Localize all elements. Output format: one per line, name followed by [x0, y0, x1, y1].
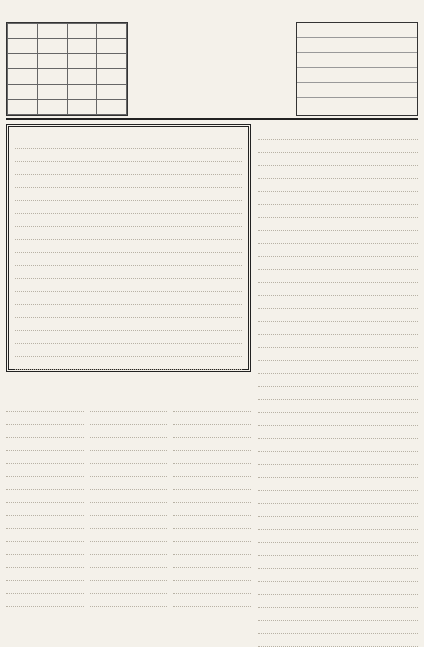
text-line [258, 390, 418, 400]
info-table-cell [8, 24, 38, 39]
text-line [6, 415, 84, 425]
text-line [15, 165, 242, 175]
text-line [258, 208, 418, 218]
text-line [15, 243, 242, 253]
info-table-cell [67, 84, 97, 99]
text-line [173, 402, 251, 412]
text-line [6, 584, 84, 594]
info-table-cell [97, 99, 127, 114]
text-line [173, 584, 251, 594]
info-table-cell [67, 99, 97, 114]
text-line [258, 429, 418, 439]
text-line [258, 260, 418, 270]
text-line [90, 454, 168, 464]
text-line [15, 321, 242, 331]
text-line [15, 178, 242, 188]
text-line [173, 558, 251, 568]
info-table-row [8, 39, 127, 54]
text-line [6, 402, 84, 412]
info-table-row [8, 84, 127, 99]
text-line [90, 584, 168, 594]
info-table-cell [37, 39, 67, 54]
text-line [173, 467, 251, 477]
text-line [90, 506, 168, 516]
text-line [15, 256, 242, 266]
info-table-cell [8, 84, 38, 99]
text-line [15, 152, 242, 162]
text-line [173, 493, 251, 503]
masthead-right-line [297, 68, 417, 83]
text-line [15, 269, 242, 279]
text-line [15, 191, 242, 201]
info-table-cell [97, 24, 127, 39]
text-line [258, 481, 418, 491]
text-line [15, 230, 242, 240]
bottom-article-headline [6, 378, 251, 396]
text-line [258, 364, 418, 374]
right-article-body [258, 130, 418, 647]
text-line [258, 156, 418, 166]
masthead-right-box [296, 22, 418, 116]
newspaper-page [6, 4, 418, 596]
text-line [173, 545, 251, 555]
bottom-article-col [6, 402, 84, 607]
text-line [15, 217, 242, 227]
text-line [6, 506, 84, 516]
text-line [90, 441, 168, 451]
info-table-cell [67, 24, 97, 39]
text-line [173, 532, 251, 542]
text-line [90, 597, 168, 607]
text-line [258, 494, 418, 504]
info-table [7, 23, 127, 115]
info-table-cell [8, 99, 38, 114]
text-line [258, 221, 418, 231]
text-line [90, 545, 168, 555]
text-line [173, 519, 251, 529]
info-table-cell [67, 39, 97, 54]
masthead-left-table [6, 22, 128, 116]
info-table-cell [37, 69, 67, 84]
text-line [258, 533, 418, 543]
text-line [6, 428, 84, 438]
text-line [173, 415, 251, 425]
text-line [258, 299, 418, 309]
text-line [258, 611, 418, 621]
text-line [258, 312, 418, 322]
text-line [173, 506, 251, 516]
text-line [90, 428, 168, 438]
text-line [15, 360, 242, 370]
text-line [258, 377, 418, 387]
text-line [90, 467, 168, 477]
text-line [258, 585, 418, 595]
text-line [15, 295, 242, 305]
text-line [15, 282, 242, 292]
text-line [6, 571, 84, 581]
text-line [90, 480, 168, 490]
masthead-right-line [297, 83, 417, 98]
info-table-cell [37, 84, 67, 99]
info-table-cell [97, 84, 127, 99]
info-table-row [8, 54, 127, 69]
boxed-speech [6, 124, 251, 372]
text-line [258, 143, 418, 153]
info-table-cell [37, 54, 67, 69]
text-line [258, 325, 418, 335]
info-table-cell [37, 99, 67, 114]
text-line [173, 441, 251, 451]
text-line [6, 545, 84, 555]
info-table-cell [8, 69, 38, 84]
text-line [173, 454, 251, 464]
masthead-right-line [297, 38, 417, 53]
top-line [66, 4, 356, 20]
text-line [258, 455, 418, 465]
bottom-article-columns [6, 402, 251, 594]
text-line [90, 493, 168, 503]
text-line [15, 334, 242, 344]
text-line [258, 234, 418, 244]
bottom-article-col [90, 402, 168, 607]
info-table-row [8, 99, 127, 114]
boxed-speech-body [15, 139, 242, 370]
text-line [6, 493, 84, 503]
text-line [6, 480, 84, 490]
text-line [6, 454, 84, 464]
divider-rule [6, 118, 418, 120]
text-line [90, 402, 168, 412]
text-line [258, 416, 418, 426]
info-table-cell [8, 39, 38, 54]
text-line [258, 351, 418, 361]
text-line [15, 347, 242, 357]
text-line [90, 558, 168, 568]
masthead [6, 22, 418, 114]
text-line [258, 273, 418, 283]
text-line [15, 204, 242, 214]
text-line [90, 415, 168, 425]
info-table-row [8, 69, 127, 84]
text-line [258, 182, 418, 192]
info-table-cell [97, 39, 127, 54]
text-line [258, 507, 418, 517]
text-line [6, 532, 84, 542]
info-table-cell [67, 54, 97, 69]
text-line [258, 520, 418, 530]
text-line [173, 597, 251, 607]
text-line [6, 441, 84, 451]
text-line [258, 286, 418, 296]
text-line [90, 571, 168, 581]
info-table-row [8, 24, 127, 39]
text-line [258, 637, 418, 647]
text-line [258, 403, 418, 413]
text-line [258, 247, 418, 257]
text-line [90, 532, 168, 542]
text-line [6, 519, 84, 529]
masthead-center [136, 26, 286, 110]
right-column-article [258, 124, 418, 594]
text-line [258, 195, 418, 205]
info-table-cell [97, 69, 127, 84]
text-line [258, 468, 418, 478]
text-line [6, 558, 84, 568]
masthead-right-line [297, 53, 417, 68]
info-table-cell [8, 54, 38, 69]
masthead-right-line [297, 23, 417, 38]
text-line [173, 571, 251, 581]
info-table-cell [67, 69, 97, 84]
text-line [173, 480, 251, 490]
text-line [258, 572, 418, 582]
text-line [15, 308, 242, 318]
info-table-cell [37, 24, 67, 39]
text-line [90, 519, 168, 529]
info-table-cell [97, 54, 127, 69]
bottom-article-col [173, 402, 251, 607]
text-line [15, 139, 242, 149]
text-line [173, 428, 251, 438]
text-line [258, 338, 418, 348]
text-line [258, 624, 418, 634]
text-line [258, 130, 418, 140]
text-line [258, 546, 418, 556]
text-line [6, 597, 84, 607]
text-line [258, 442, 418, 452]
text-line [6, 467, 84, 477]
text-line [258, 169, 418, 179]
text-line [258, 559, 418, 569]
